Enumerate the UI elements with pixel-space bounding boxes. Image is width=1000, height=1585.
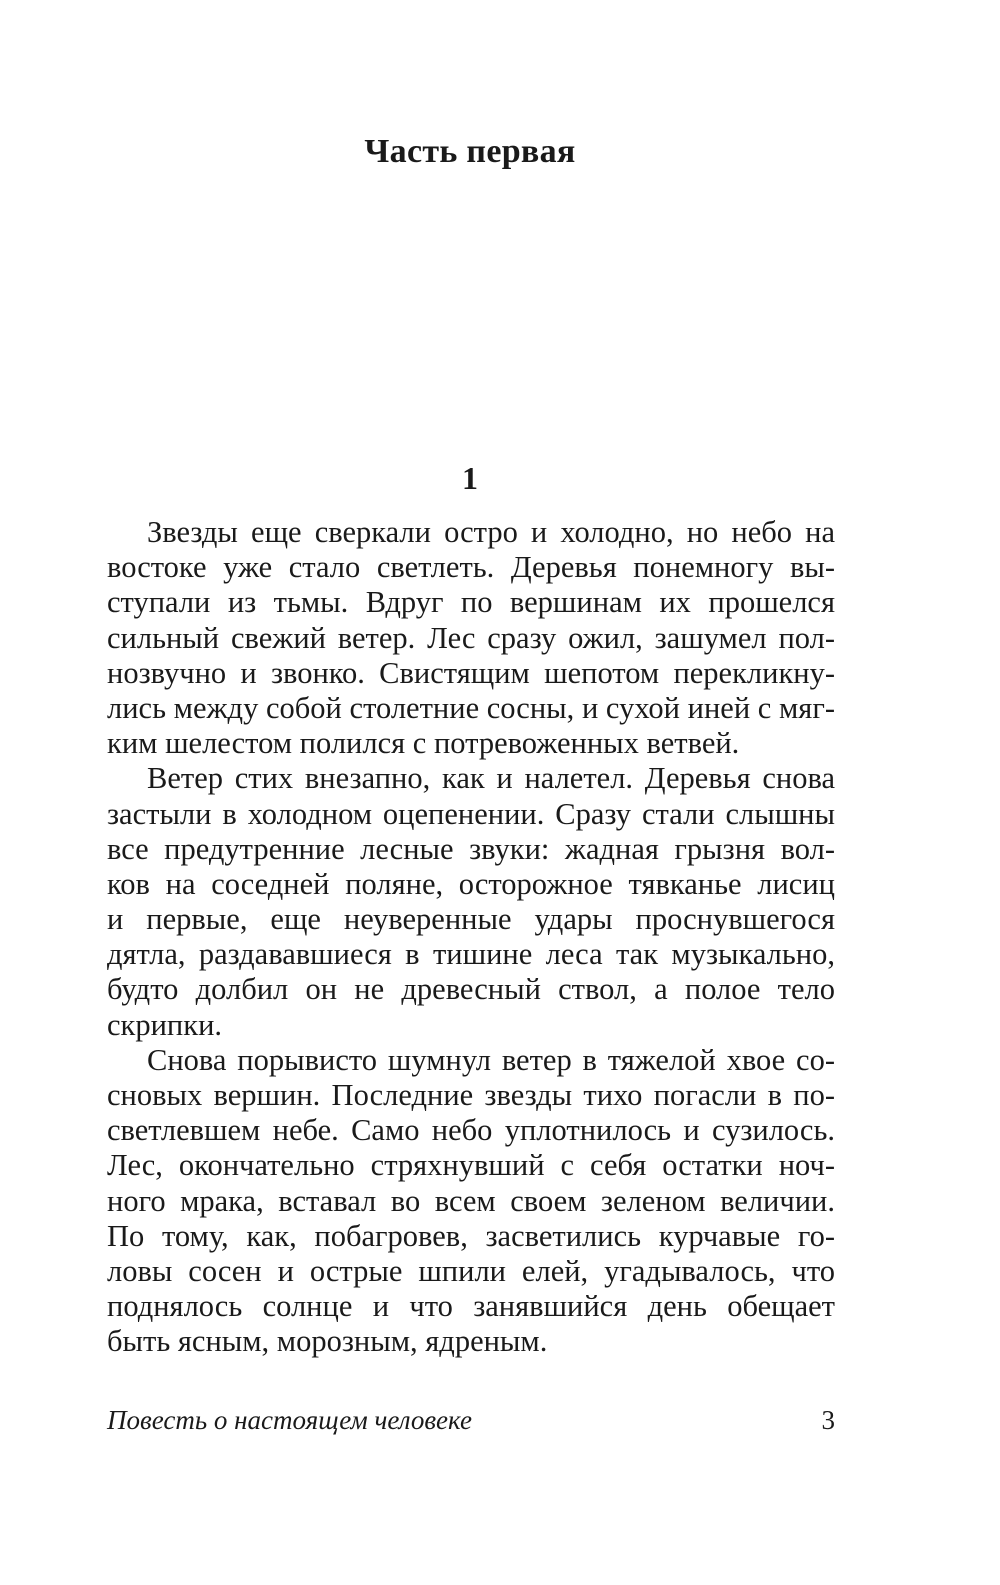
text-line: По тому, как, побагровев, засветились курчавые го- bbox=[107, 1218, 835, 1253]
text-line: ловы сосен и острые шпили елей, угадывалось, что bbox=[107, 1253, 835, 1288]
text-line: нозвучно и звонко. Свистящим шепотом перекликну- bbox=[107, 655, 835, 690]
page-footer bbox=[107, 1405, 835, 1445]
running-title: Повесть о настоящем человеке bbox=[107, 1405, 472, 1435]
text-line: ков на соседней поляне, осторожное тявканье лисиц bbox=[107, 866, 835, 901]
text-line: Ветер стих внезапно, как и налетел. Деревья снова bbox=[147, 761, 835, 796]
page-number: 3 bbox=[821, 1405, 835, 1435]
text-line: ступали из тьмы. Вдруг по вершинам их прошелся bbox=[107, 585, 835, 620]
text-line: сновых вершин. Последние звезды тихо погасли в по- bbox=[107, 1078, 835, 1112]
chapter-number: 1 bbox=[462, 460, 478, 496]
text-line: ного мрака, вставал во всем своем зеленом величии. bbox=[107, 1183, 835, 1218]
text-line: Звезды еще сверкали остро и холодно, но небо на bbox=[147, 515, 835, 549]
text-line: востоке уже стало светлеть. Деревья понемногу вы- bbox=[107, 550, 835, 585]
text-line: поднялось солнце и что занявшийся день обещает bbox=[107, 1289, 835, 1324]
part-title: Часть первая bbox=[364, 133, 576, 170]
text-line: ким шелестом полился с потревоженных ветвей. bbox=[107, 726, 740, 761]
text-line: дятла, раздававшиеся в тишине леса так музыкально, bbox=[107, 937, 835, 972]
paragraph-1 bbox=[107, 515, 835, 761]
text-line: быть ясным, морозным, ядреным. bbox=[107, 1324, 548, 1359]
paragraph-3 bbox=[107, 1043, 835, 1360]
text-line: будто долбил он не древесный ствол, а полое тело bbox=[107, 972, 835, 1007]
paragraph-2 bbox=[107, 761, 835, 1043]
chapter-body bbox=[107, 515, 835, 1360]
text-line: Лес, окончательно стряхнувший с себя остатки ноч- bbox=[107, 1148, 835, 1183]
text-line: скрипки. bbox=[107, 1007, 223, 1042]
text-line: все предутренние лесные звуки: жадная грызня вол- bbox=[107, 831, 835, 866]
text-line: лись между собой столетние сосны, и сухой иней с мяг- bbox=[107, 690, 835, 725]
text-line: застыли в холодном оцепенении. Сразу стали слышны bbox=[107, 796, 835, 831]
text-line: Снова порывисто шумнул ветер в тяжелой хвое со- bbox=[147, 1042, 835, 1077]
text-line: сильный свежий ветер. Лес сразу ожил, зашумел пол- bbox=[107, 620, 835, 655]
text-line: и первые, еще неуверенные удары проснувшегося bbox=[107, 902, 835, 937]
text-line: светлевшем небе. Само небо уплотнилось и сузилось. bbox=[107, 1113, 835, 1148]
